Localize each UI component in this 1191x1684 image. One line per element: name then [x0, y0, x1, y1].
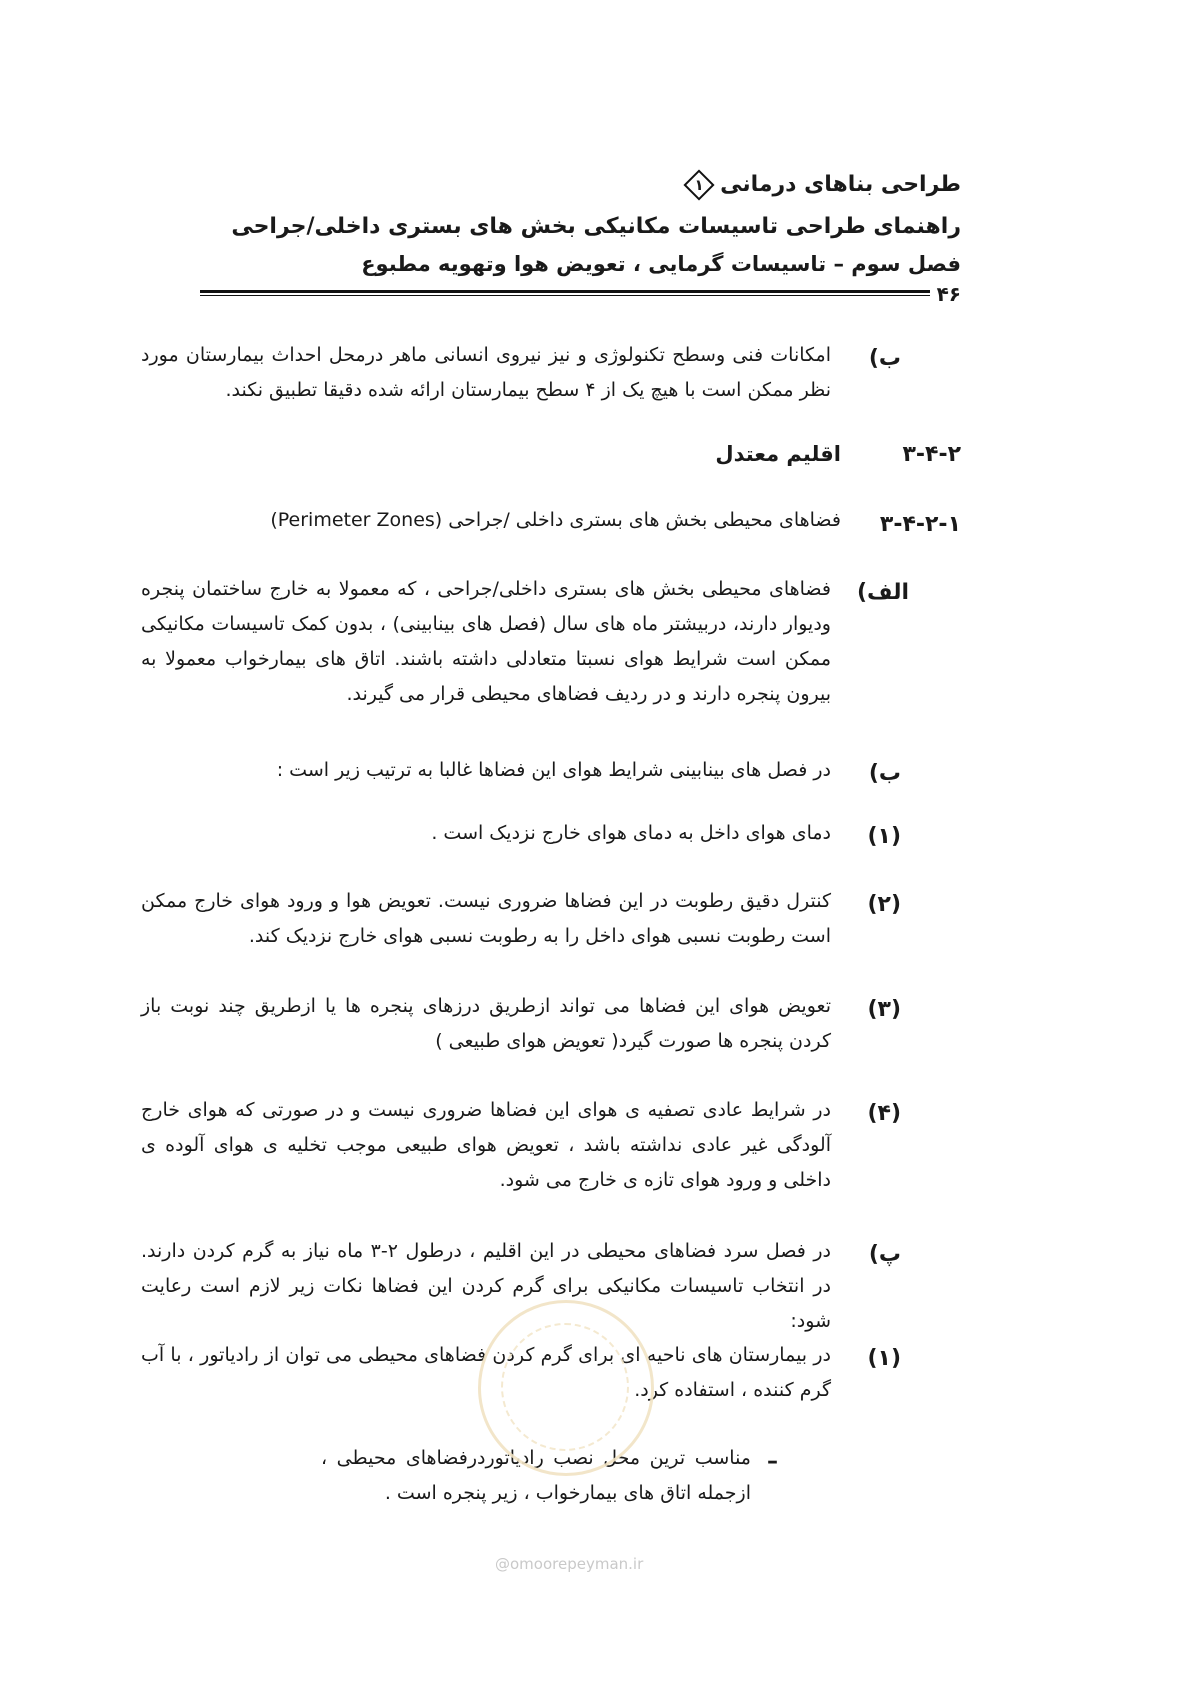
book-title: [678, 168, 961, 202]
subsection-title: فضاهای محیطی بخش های بستری داخلی /جراحی (Perimeter Zones): [270, 509, 841, 531]
paragraph: کنترل دقیق رطوبت در این فضاها ضروری نیست. تعویض هوا و ورود هوای خارج ممکن است رطوبت نسبی هوای داخل را به رطوبت نسبی هوای خارج نزدیک کند.: [141, 890, 831, 947]
paragraph: در فصل های بینابینی شرایط هوای این فضاها غالبا به ترتیب زیر است :: [276, 759, 831, 781]
paragraph: دمای هوای داخل به دمای هوای خارج نزدیک است .: [431, 822, 831, 844]
watermark-text: @omoorepeyman.ir: [495, 1555, 644, 1573]
chapter-title: فصل سوم – تاسیسات گرمایی ، تعویض هوا وتهویه مطبوع: [361, 252, 961, 276]
guide-title: راهنمای طراحی تاسیسات مکانیکی بخش های بستری داخلی/جراحی: [231, 214, 961, 239]
item-label: (۱): [867, 824, 901, 849]
paragraph: در فصل سرد فضاهای محیطی در این اقلیم ، درطول ۲-۳ ماه نیاز به گرم کردن دارند. در انتخاب تاسیسات مکانیکی برای گرم کردن این فضاها نکات زیر لازم است رعایت شود:: [141, 1240, 831, 1332]
book-number: ۱: [694, 176, 704, 194]
paragraph: در شرایط عادی تصفیه ی هوای این فضاها ضروری نیست و در صورتی که هوای خارج آلودگی غیر عادی نداشته باشد ، تعویض هوای طبیعی موجب تخلیه ی هوای آلوده ی داخلی و ورود هوای تازه ی خارج می شود.: [141, 1099, 831, 1191]
item-label: (۳): [867, 997, 901, 1022]
item-label: (۲): [867, 892, 901, 917]
subsection-number: ۳-۴-۲-۱: [879, 512, 961, 537]
header-rule-thin: [200, 295, 930, 296]
paragraph: امکانات فنی وسطح تکنولوژی و نیز نیروی انسانی ماهر درمحل احداث بیمارستان مورد نظر ممکن است با هیچ یک از ۴ سطح بیمارستان ارائه شده دقیقا تطبیق نکند.: [141, 344, 831, 401]
watermark-seal: [478, 1300, 654, 1476]
item-label: ب): [868, 346, 901, 371]
section-title: اقلیم معتدل: [715, 442, 841, 466]
item-label: پ): [868, 1242, 901, 1267]
book-title-text: طراحی بناهای درمانی: [720, 172, 961, 197]
section-number: ۳-۴-۲: [902, 442, 961, 467]
paragraph: فضاهای محیطی بخش های بستری داخلی/جراحی ، که معمولا به خارج ساختمان پنجره ودیوار دارند، دربیشتر ماه های سال (فصل های بینابینی) ، بدون کمک تاسیسات مکانیکی ممکن است شرایط هوای نسبتا متعادلی داشته باشند. اتاق های بیمارخواب معمولا به بیرون پنجره دارند و در ردیف فضاهای محیطی قرار می گیرند.: [141, 578, 831, 705]
item-label: الف): [856, 580, 909, 605]
header-rule: [200, 290, 930, 293]
item-label: (۴): [867, 1101, 901, 1126]
bullet-dash: –: [767, 1449, 778, 1474]
paragraph: مناسب ترین محل نصب رادیاتوردرفضاهای محیطی ، ازجمله اتاق های بیمارخواب ، زیر پنجره است .: [321, 1447, 751, 1504]
paragraph: در بیمارستان های ناحیه ای برای گرم کردن فضاهای محیطی می توان از رادیاتور ، با آب گرم کننده ، استفاده کرد.: [141, 1344, 831, 1401]
item-label: (۱): [867, 1346, 901, 1371]
book-number-diamond: [682, 168, 716, 202]
paragraph: تعویض هوای این فضاها می تواند ازطریق درزهای پنجره ها یا ازطریق چند نوبت باز کردن پنجره ها صورت گیرد( تعویض هوای طبیعی ): [141, 995, 831, 1052]
item-label: ب): [868, 761, 901, 786]
page-number: ۴۶: [936, 282, 961, 306]
